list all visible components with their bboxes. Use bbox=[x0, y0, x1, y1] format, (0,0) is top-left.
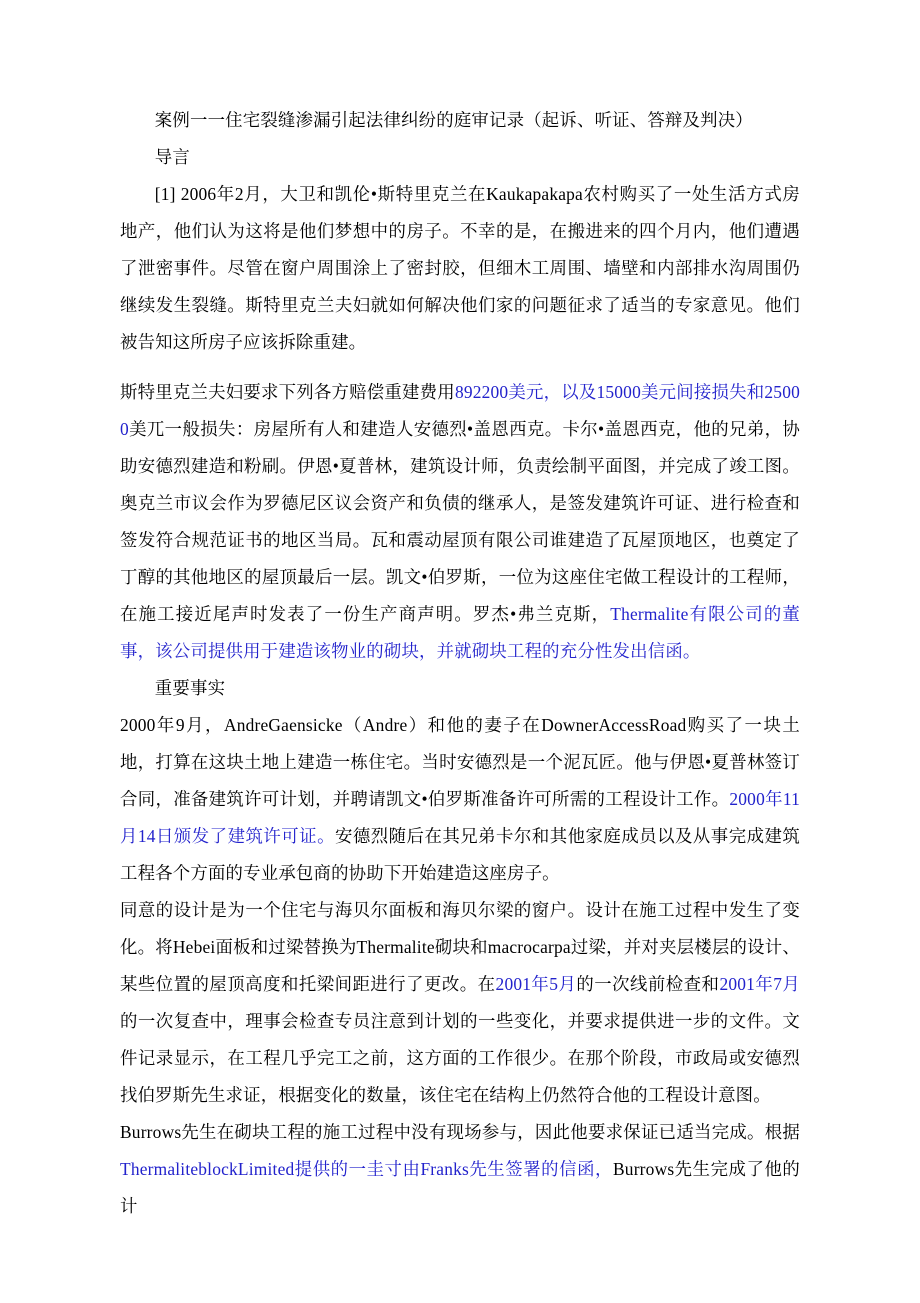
heading-key-facts bbox=[120, 670, 800, 707]
text-segment: 同意的设计是为一个住宅与海贝尔面板和海贝尔梁的窗户。设计在施工过程中发生了变化。将Hebei面板和过梁替换为Thermalite砌块和macrocarpa过梁，并对夹层楼层的设计、某些位置的屋顶高度和托梁间距进行了更改。在 bbox=[120, 900, 800, 994]
text-segment: 斯特里克兰夫妇要求下列各方赔偿重建费用 bbox=[120, 382, 455, 402]
paragraph-land-purchase bbox=[120, 707, 800, 892]
text-segment: [1] 2006年2月，大卫和凯伦•斯特里克兰在Kaukapakapa农村购买了一处生活方式房地产，他们认为这将是他们梦想中的房子。不幸的是，在搬进来的四个月内，他们遭遇了泄密事件。尽管在窗户周围涂上了密封胶，但细木工周围、墙壁和内部排水沟周围仍继续发生裂缝。斯特里克兰夫妇就如何解决他们家的问题征求了适当的专家意见。他们被告知这所房子应该拆除重建。 bbox=[120, 184, 800, 352]
text-segment-blue: 2001年5月 bbox=[495, 974, 577, 994]
paragraph-claims bbox=[120, 374, 800, 670]
text-segment: 2000年9月，AndreGaensicke（Andre）和他的妻子在DownerAccessRoad购买了一块土地，打算在这块土地上建造一栋住宅。当时安德烈是一个泥瓦匠。他与伊恩•夏普林签订合同，准备建筑许可计划，并聘请凯文•伯罗斯准备许可所需的工程设计工作。 bbox=[120, 715, 800, 809]
text-segment: 的一次复查中，理事会检查专员注意到计划的一些变化，并要求提供进一步的文件。文件记录显示，在工程几乎完工之前，这方面的工作很少。在那个阶段，市政局或安德烈找伯罗斯先生求证，根据变化的数量，该住宅在结构上仍然符合他的工程设计意图。 bbox=[120, 1011, 800, 1105]
text-segment: 安德烈随后在其兄弟卡尔和其他家庭成员以及从事完成建筑工程各个方面的专业承包商的协助下开始建造这座房子。 bbox=[120, 826, 800, 883]
text-segment-blue: 2000年11月14日颁发了建筑许可证。 bbox=[120, 789, 800, 846]
paragraph-burrows bbox=[120, 1114, 800, 1225]
text-segment: 导言 bbox=[154, 147, 190, 167]
paragraph-design-changes bbox=[120, 892, 800, 1114]
paragraph-opening bbox=[120, 176, 800, 361]
heading-intro bbox=[120, 139, 800, 176]
text-segment: 美兀一般损失：房屋所有人和建造人安德烈•盖恩西克。卡尔•盖恩西克，他的兄弟，协助安德烈建造和粉刷。伊恩•夏普林，建筑设计师，负责绘制平面图，并完成了竣工图。奥克兰市议会作为罗德尼区议会资产和负债的继承人，是签发建筑许可证、进行检查和签发符合规范证书的地区当局。瓦和震动屋顶有限公司谁建造了瓦屋顶地区，也奠定了丁醇的其他地区的屋顶最后一层。凯文•伯罗斯，一位为这座住宅做工程设计的工程师，在施工接近尾声时发表了一份生产商声明。罗杰•弗兰克斯， bbox=[120, 419, 800, 624]
text-segment: Burrows先生完成了他的计 bbox=[120, 1159, 800, 1216]
text-segment-blue: 892200美元，以及15000美元间接损失和25000 bbox=[120, 382, 800, 439]
text-segment-blue: Thermalite有限公司的董事，该公司提供用于建造该物业的砌块，并就砌块工程的充分性发出信函。 bbox=[120, 604, 800, 661]
text-segment-blue: ThermaliteblockLimited提供的一圭寸由Franks先生签署的信函， bbox=[120, 1159, 613, 1179]
text-segment: 重要事实 bbox=[154, 678, 226, 698]
text-segment-blue: 2001年7月 bbox=[719, 974, 800, 994]
doc-title bbox=[120, 102, 800, 139]
text-segment: 的一次线前检查和 bbox=[576, 974, 720, 994]
text-segment: 案例一一住宅裂缝渗漏引起法律纠纷的庭审记录（起诉、听证、答辩及判决） bbox=[154, 110, 753, 130]
text-segment: Burrows先生在砌块工程的施工过程中没有现场参与，因此他要求保证已适当完成。根据 bbox=[120, 1122, 800, 1142]
